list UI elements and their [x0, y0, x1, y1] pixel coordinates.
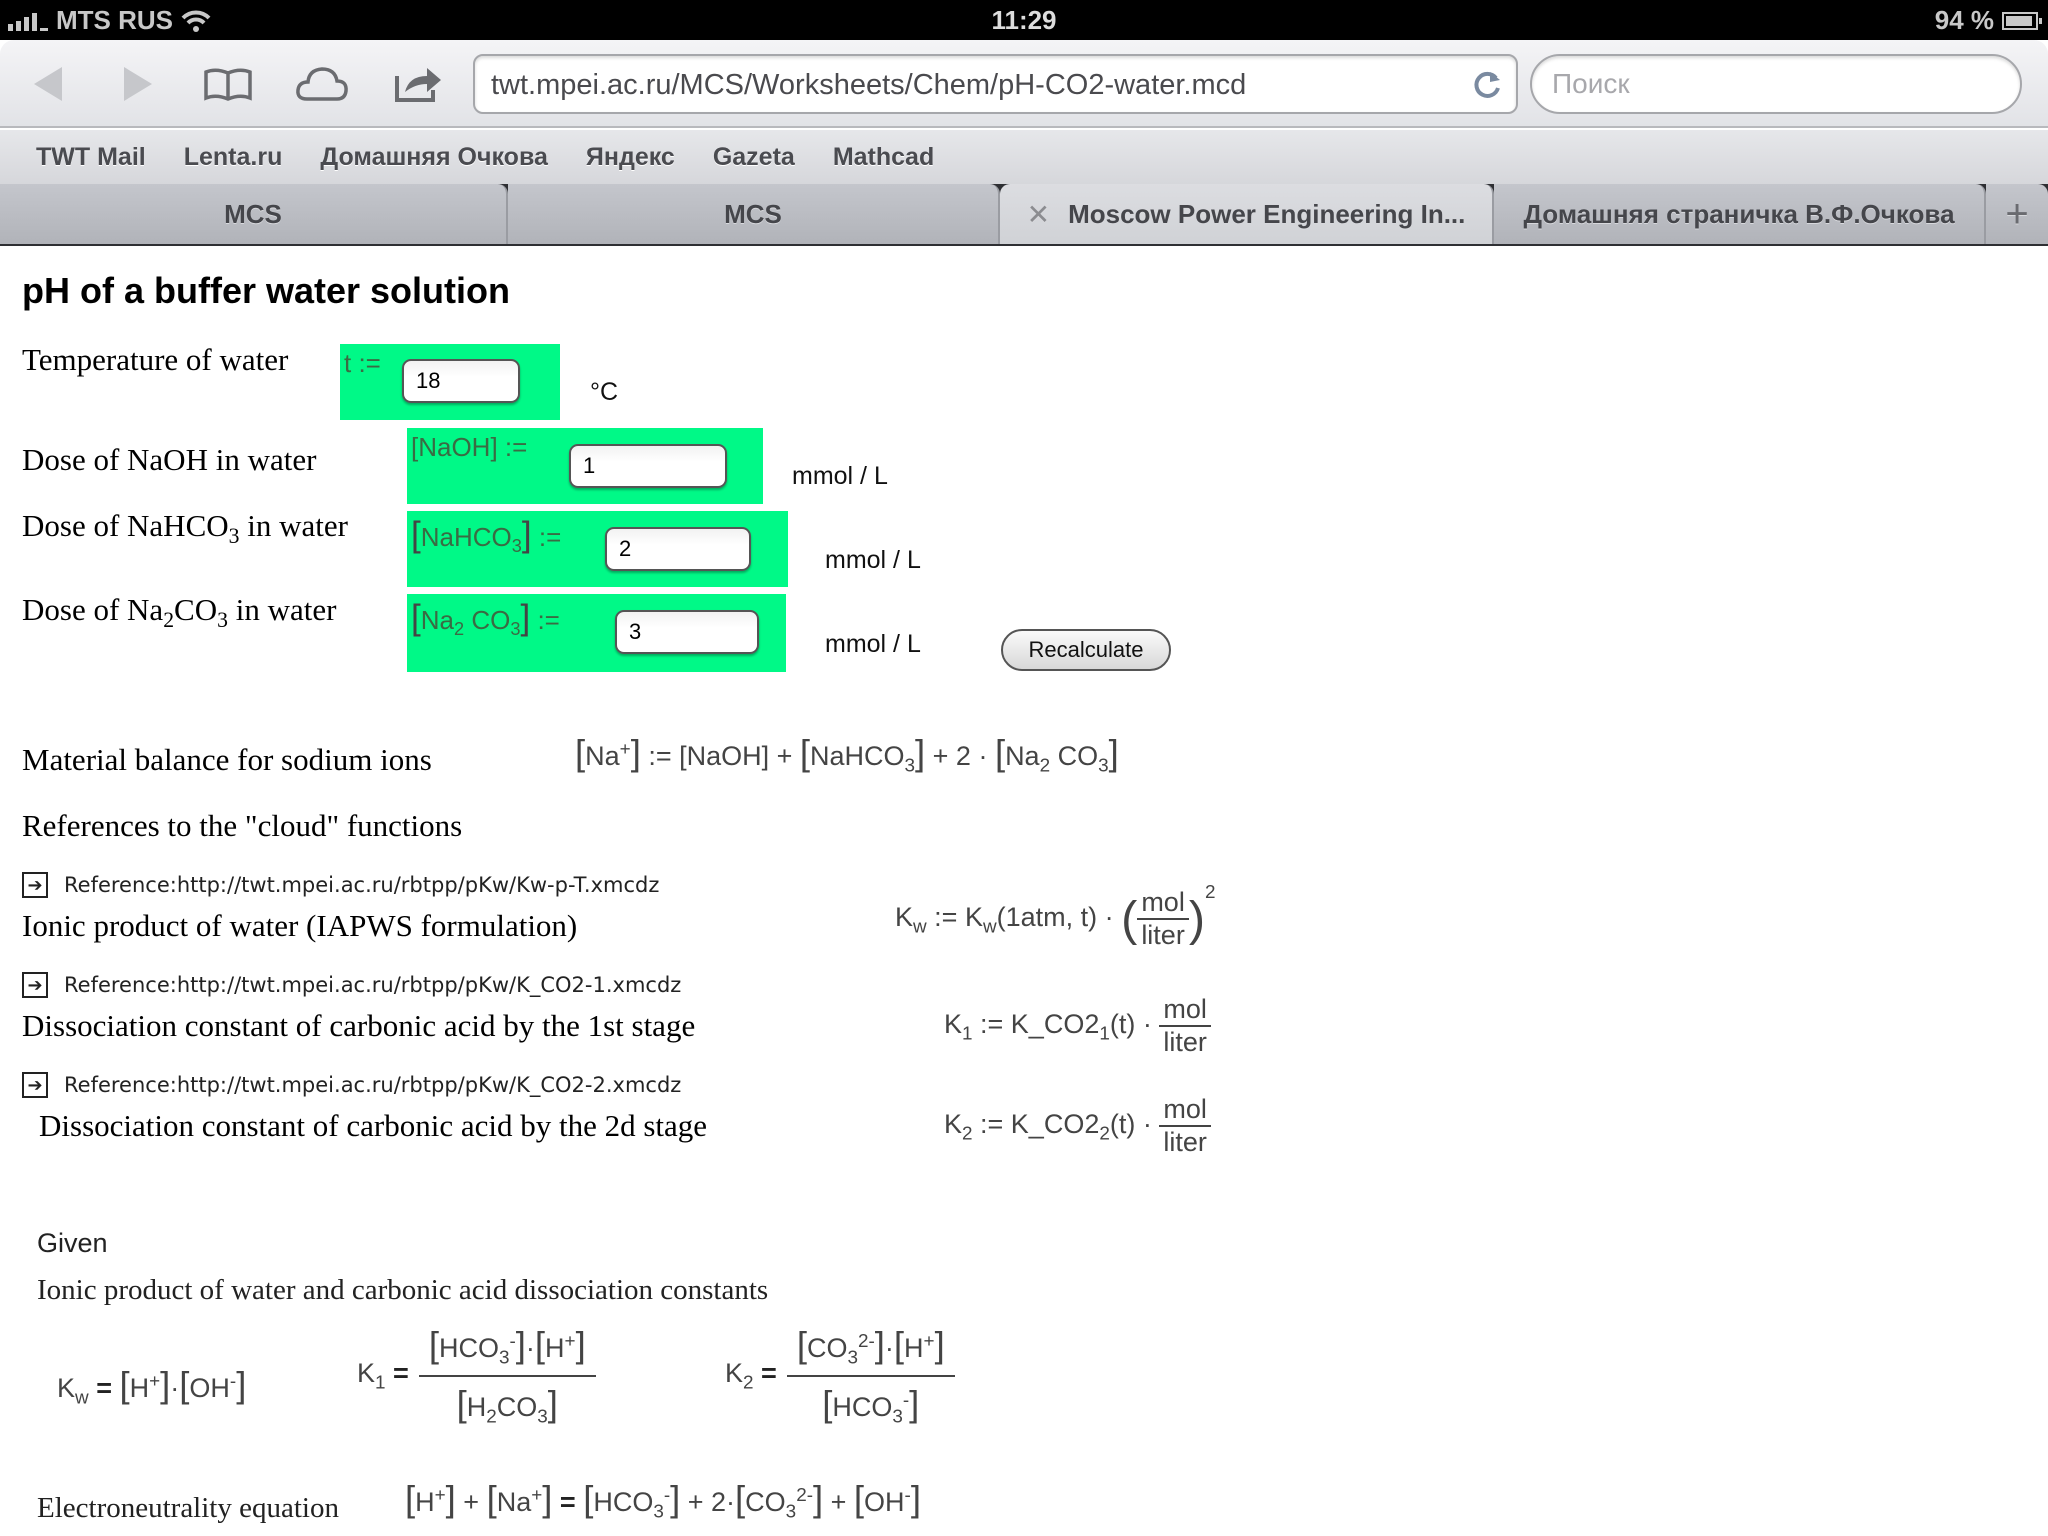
nahco3-input[interactable] [605, 527, 751, 571]
forward-button[interactable] [118, 62, 158, 106]
plus-icon: + [2005, 191, 2029, 236]
material-balance-equation: [Na+] := [NaOH] + [NaHCO$_3$] + $2 \cdot [Na_2$ $CO_3$] [575, 732, 1119, 777]
url-text: twt.mpei.ac.ru/MCS/Worksheets/Chem/pH-CO2-water.mcd [491, 69, 1247, 101]
tab-bar [0, 184, 2048, 246]
reference-arrow-icon: ➔ [22, 872, 48, 898]
nahco3-label: Dose of NaHCO$_3$ in water [22, 508, 348, 549]
temperature-var: t := [344, 348, 381, 378]
temperature-input[interactable] [402, 359, 520, 403]
nahco3-input-region [407, 511, 788, 587]
battery-icon [2002, 12, 2038, 30]
search-input[interactable] [1552, 68, 1992, 100]
new-tab-button[interactable] [1986, 184, 2048, 244]
back-button[interactable] [28, 62, 68, 106]
material-balance-label: Material balance for sodium ions [22, 742, 432, 777]
share-button[interactable] [390, 60, 446, 108]
kw-definition: $K_w = [H^+]\cdot[OH^-]$ [57, 1364, 247, 1409]
share-icon [393, 64, 443, 104]
reference-arrow-icon: ➔ [22, 1072, 48, 1098]
given-description: Ionic product of water and carbonic acid dissociation constants [37, 1274, 769, 1306]
tab-label: Домашняя страничка В.Ф.Очкова [1523, 198, 1955, 229]
mathcad-worksheet [0, 246, 2048, 1536]
tab-label: MCS [724, 198, 782, 229]
naoh-label: Dose of NaOH in water [22, 442, 317, 477]
bookmark-ochkova-home[interactable]: Домашняя Очкова [320, 142, 548, 171]
na2co3-input[interactable] [615, 610, 759, 654]
temperature-label: Temperature of water [22, 342, 289, 377]
k1-definition: $K_1$ = $\frac{[HCO_3^-]\cdot[H^+]}{[H_2CO_3]}$ [357, 1324, 596, 1429]
electroneutrality-equation: $[H^+] + [Na^+] = [HCO_3^-] + 2\cdot[CO_3^{2-}] + [OH^-]$ [405, 1478, 921, 1523]
tab-label: Moscow Power Engineering In... [1068, 198, 1466, 229]
tab-mcs-1[interactable] [0, 184, 508, 244]
bookmarks-bar [0, 130, 2048, 184]
reference-arrow-icon: ➔ [22, 972, 48, 998]
given-label: Given [37, 1228, 108, 1258]
kw-description: Ionic product of water (IAPWS formulation) [22, 908, 578, 943]
nahco3-unit: mmol / L [825, 546, 921, 574]
tab-mcs-2[interactable] [508, 184, 1000, 244]
reference-kw[interactable]: ➔ Reference:http://twt.mpei.ac.ru/rbtpp/pKw/Kw-p-T.xmcdz [22, 872, 659, 898]
na2co3-input-region [407, 594, 786, 672]
na2co3-label: Dose of $Na_2CO_3$ in water [22, 592, 337, 633]
bookmark-twt-mail[interactable]: TWT Mail [36, 142, 146, 171]
k2-description: Dissociation constant of carbonic acid by the 2d stage [39, 1108, 708, 1143]
tab-ochkov-home[interactable] [1494, 184, 1986, 244]
reference-k-co2-1[interactable]: ➔ Reference:http://twt.mpei.ac.ru/rbtpp/pKw/K_CO2-1.xmcdz [22, 972, 681, 998]
browser-toolbar [0, 40, 2048, 128]
nahco3-var: [NaHCO$_3$] := [411, 515, 562, 557]
page-title: pH of a buffer water solution [22, 270, 511, 311]
k1-description: Dissociation constant of carbonic acid by the 1st stage [22, 1008, 696, 1043]
k2-definition: $K_2$ = $\frac{[CO_3^{2-}]\cdot[H^+]}{[HCO_3^-]}$ [725, 1324, 955, 1429]
cloud-icon [295, 65, 349, 103]
tab-moscow-power-engineering[interactable] [1000, 184, 1494, 244]
bookmark-lenta[interactable]: Lenta.ru [183, 142, 283, 171]
electroneutrality-label: Electroneutrality equation [37, 1492, 339, 1524]
recalculate-button[interactable]: Recalculate [1001, 629, 1171, 671]
bookmark-mathcad[interactable]: Mathcad [832, 142, 935, 171]
status-bar [0, 0, 2048, 40]
cloud-refs-title: References to the "cloud" functions [22, 808, 463, 843]
naoh-unit: mmol / L [792, 462, 888, 490]
temperature-input-region [340, 344, 560, 420]
reload-icon[interactable] [1470, 68, 1504, 102]
temperature-unit: °C [590, 378, 619, 406]
bookmark-yandex[interactable]: Яндекс [585, 142, 675, 171]
back-arrow-icon [32, 65, 64, 103]
k2-equation: $K_2$ := $K\_CO2_2(t)$ · $\frac{\text{mol}}{\text{liter}}$ [944, 1094, 1211, 1158]
address-bar[interactable] [473, 54, 1518, 114]
forward-arrow-icon [122, 65, 154, 103]
clock: 11:29 [991, 5, 1057, 35]
bookmark-gazeta[interactable]: Gazeta [712, 142, 795, 171]
close-tab-icon[interactable]: ✕ [1026, 198, 1051, 230]
na2co3-unit: mmol / L [825, 630, 921, 658]
tab-label: MCS [224, 198, 282, 229]
bookmarks-button[interactable] [200, 60, 256, 108]
na2co3-var: [$Na_2$ $CO_3$] := [411, 598, 560, 640]
naoh-input[interactable] [569, 444, 727, 488]
naoh-input-region [407, 428, 763, 504]
battery-percent: 94 % [1934, 5, 1994, 35]
icloud-tabs-button[interactable] [294, 60, 350, 108]
search-field[interactable] [1530, 54, 2022, 114]
carrier-name: MTS RUS [56, 5, 173, 35]
reference-k-co2-2[interactable]: ➔ Reference:http://twt.mpei.ac.ru/rbtpp/pKw/K_CO2-2.xmcdz [22, 1072, 681, 1098]
naoh-var: [NaOH] := [411, 432, 528, 462]
k1-equation: $K_1$ := $K\_CO2_1(t)$ · $\frac{\text{mol}}{\text{liter}}$ [944, 994, 1211, 1058]
kw-equation: $K_w$ := $K_w(1atm$, t) · ( $\frac{\text{mol}}{\text{liter}}$ )$^2$ [895, 882, 1216, 950]
book-icon [202, 66, 254, 102]
